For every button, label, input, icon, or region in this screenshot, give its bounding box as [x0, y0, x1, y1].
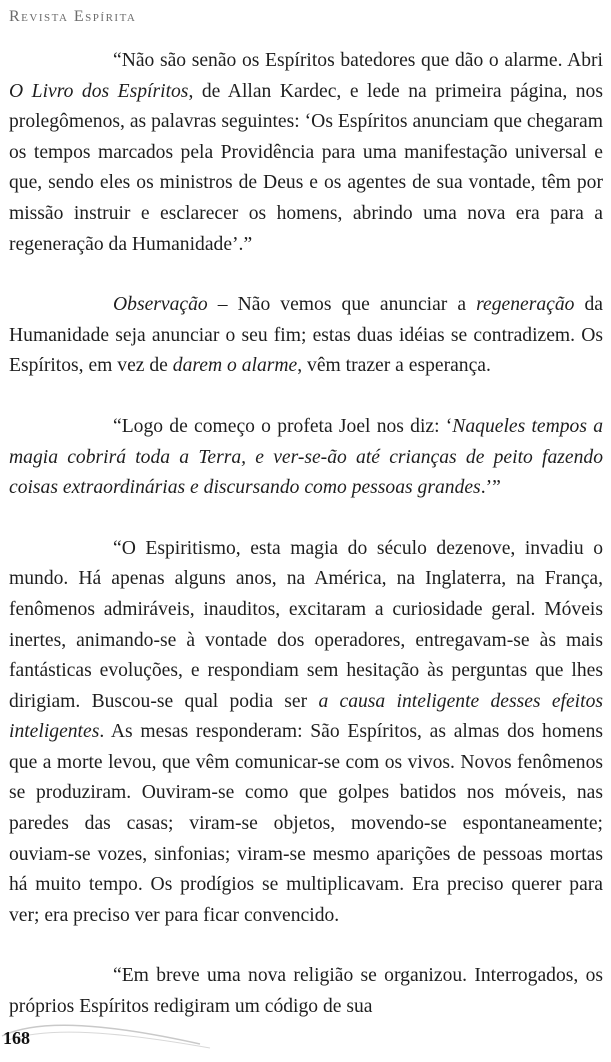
text-run: – Não vemos que anunciar a — [207, 294, 477, 316]
paragraph — [9, 46, 603, 260]
body-text — [9, 46, 603, 1023]
text-run: “Não são senão os Espíritos batedores que dão o alarme. Abri — [113, 50, 603, 71]
running-header: Revista Espírita — [9, 8, 137, 25]
text-run: “Logo de começo o profeta Joel nos diz: ‘ — [113, 415, 453, 437]
italic-text: a causa inteligente desses efeitos inteligentes — [9, 690, 603, 743]
paragraph — [9, 534, 603, 932]
italic-text: Observação — [113, 294, 208, 316]
italic-text: O Livro dos Espíritos — [9, 80, 189, 102]
page-number: 168 — [3, 1028, 30, 1048]
page-number-swoosh-ornament — [0, 1014, 220, 1054]
text-run: “Em breve uma nova religião se organizou. Interrogados, os próprios Espíritos redigiram um código de sua — [9, 965, 603, 1018]
text-run: .’” — [480, 477, 501, 499]
paragraph — [9, 412, 603, 504]
italic-text: regeneração — [476, 294, 575, 316]
text-run: “O Espiritismo, esta magia do século dezenove, invadiu o mundo. Há apenas alguns anos, na América, na Inglaterra, na França, fenômenos admiráveis, inauditos, excitaram a curiosidade geral. Móveis inertes, animando-se à vontade dos operadores, entregavam-se às mais fantásticas evoluções, e respondiam sem hesitação às perguntas que lhes dirigiam. Buscou-se qual podia ser — [9, 537, 603, 712]
text-run: , vêm trazer a esperança. — [297, 355, 491, 377]
italic-text: darem o alarme — [172, 355, 298, 377]
text-run: , de Allan Kardec, e lede na primeira página, nos prolegômenos, as palavras seguintes: ‘Os Espíritos anunciam que chegaram os tempos marcados pela Providência para uma manifestação universal e que, sendo eles os ministros de Deus e os agentes de sua vontade, têm por missão instruir e esclarecer os homens, abrindo uma nova era para a regeneração da Humanidade’.” — [9, 80, 603, 255]
text-run: . As mesas responderam: São Espíritos, as almas dos homens que a morte levou, que vêm comunicar-se com os vivos. Novos fenômenos se produziram. Ouviram-se como que golpes batidos nos móveis, nas paredes das casas; viram-se objetos, movendo-se espontaneamente; ouviam-se vozes, sinfonias; viram-se mesmo aparições de pessoas mortas há muito tempo. Os prodígios se multiplicavam. Era preciso querer para ver; era preciso ver para ficar convencido. — [9, 721, 603, 926]
paragraph — [9, 290, 603, 382]
italic-text: Naqueles tempos a magia cobrirá toda a Terra, e ver-se-ão até crianças de peito fazendo coisas extraordinárias e discursando como pessoas grandes — [9, 415, 603, 499]
text-run: da Humanidade seja anunciar o seu fim; estas duas idéias se contradizem. Os Espíritos, em vez de — [9, 294, 603, 377]
